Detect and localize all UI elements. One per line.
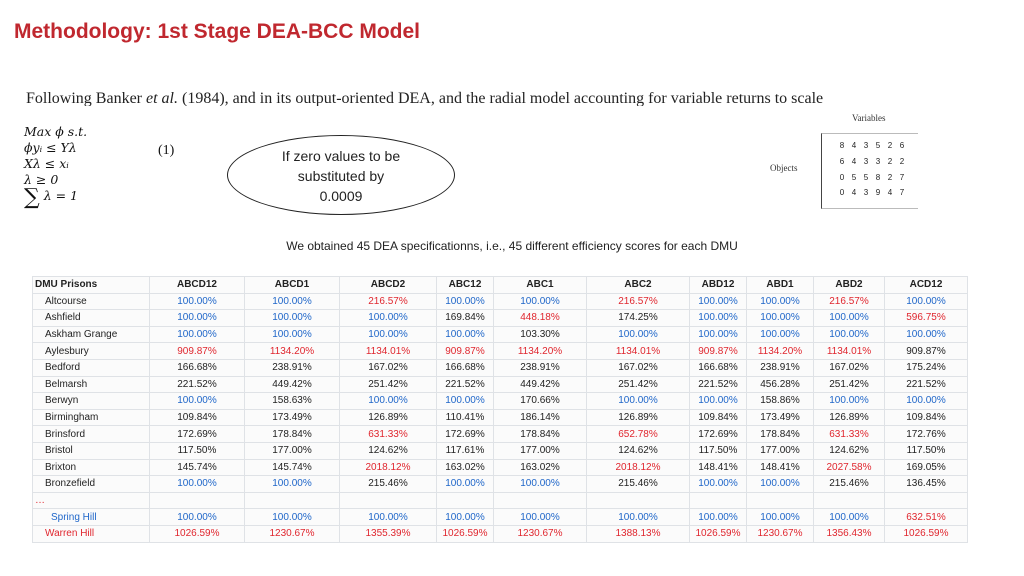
- efficiency-score-cell: 126.89%: [340, 409, 437, 426]
- efficiency-score-cell: 100.00%: [814, 326, 885, 343]
- efficiency-score-cell: 167.02%: [814, 359, 885, 376]
- efficiency-score-cell: 178.84%: [245, 426, 340, 443]
- efficiency-score-cell: 174.25%: [587, 310, 690, 327]
- efficiency-score-cell: 169.05%: [885, 459, 968, 476]
- efficiency-score-cell: 652.78%: [587, 426, 690, 443]
- efficiency-score-cell: 1230.67%: [245, 525, 340, 542]
- efficiency-score-cell: 2018.12%: [340, 459, 437, 476]
- efficiency-score-cell: 109.84%: [690, 409, 747, 426]
- matrix-cell: 2: [887, 141, 893, 150]
- formula-line-objective: Max ϕ s.t.: [24, 124, 88, 139]
- efficiency-score-cell: 100.00%: [587, 393, 690, 410]
- efficiency-score-cell: 238.91%: [747, 359, 814, 376]
- matrix-cell: 5: [875, 141, 881, 150]
- dmu-name-cell: Berwyn: [33, 393, 150, 410]
- efficiency-score-cell: 145.74%: [245, 459, 340, 476]
- efficiency-score-cell: 456.28%: [747, 376, 814, 393]
- dmu-name-cell: Ashfield: [33, 310, 150, 327]
- efficiency-score-cell: 100.00%: [245, 476, 340, 493]
- efficiency-score-cell: 100.00%: [437, 509, 494, 526]
- efficiency-score-cell: 148.41%: [747, 459, 814, 476]
- efficiency-score-cell: [340, 492, 437, 509]
- efficiency-score-cell: 100.00%: [885, 293, 968, 310]
- efficiency-score-cell: 1026.59%: [437, 525, 494, 542]
- efficiency-score-cell: 167.02%: [340, 359, 437, 376]
- efficiency-score-cell: 100.00%: [885, 393, 968, 410]
- table-row: [33, 426, 968, 443]
- equation-number: (1): [158, 143, 175, 158]
- matrix-cell: 6: [899, 141, 905, 150]
- efficiency-score-cell: 145.74%: [150, 459, 245, 476]
- efficiency-score-cell: [494, 492, 587, 509]
- matrix-cell: 4: [851, 141, 857, 150]
- efficiency-score-cell: 178.84%: [747, 426, 814, 443]
- efficiency-score-cell: 215.46%: [340, 476, 437, 493]
- matrix-variables-label: Variables: [852, 113, 886, 123]
- efficiency-score-cell: 909.87%: [150, 343, 245, 360]
- dmu-name-cell: …: [33, 492, 150, 509]
- table-row: [33, 492, 968, 509]
- efficiency-score-cell: 170.66%: [494, 393, 587, 410]
- matrix-cell: 5: [863, 173, 869, 182]
- efficiency-score-cell: 100.00%: [587, 509, 690, 526]
- matrix-cell: 5: [851, 173, 857, 182]
- efficiency-score-cell: 100.00%: [494, 509, 587, 526]
- efficiency-score-cell: 100.00%: [437, 393, 494, 410]
- dmu-name-cell: Askham Grange: [33, 326, 150, 343]
- efficiency-score-cell: 100.00%: [690, 326, 747, 343]
- dmu-name-cell: Brinsford: [33, 426, 150, 443]
- efficiency-score-cell: 100.00%: [150, 476, 245, 493]
- efficiency-score-cell: 100.00%: [340, 326, 437, 343]
- dea-formula: [24, 124, 88, 210]
- efficiency-score-cell: 596.75%: [885, 310, 968, 327]
- efficiency-score-cell: 251.42%: [587, 376, 690, 393]
- efficiency-score-cell: 109.84%: [885, 409, 968, 426]
- matrix-cell: 0: [839, 188, 845, 197]
- efficiency-score-cell: 100.00%: [437, 476, 494, 493]
- intro-after: (1984), and in its output-oriented DEA, and the radial model accounting for variable returns to scale: [178, 90, 824, 106]
- efficiency-score-cell: 126.89%: [814, 409, 885, 426]
- matrix-row: [836, 157, 908, 166]
- dmu-name-cell: Bronzefield: [33, 476, 150, 493]
- efficiency-score-cell: 1230.67%: [494, 525, 587, 542]
- dmu-name-cell: Altcourse: [33, 293, 150, 310]
- efficiency-score-cell: 215.46%: [587, 476, 690, 493]
- efficiency-score-cell: 251.42%: [814, 376, 885, 393]
- table-row: [33, 509, 968, 526]
- efficiency-score-cell: [747, 492, 814, 509]
- efficiency-score-cell: 100.00%: [340, 310, 437, 327]
- efficiency-score-cell: 100.00%: [340, 393, 437, 410]
- specifications-note: We obtained 45 DEA specificationns, i.e., 45 different efficiency scores for each DMU: [286, 239, 738, 253]
- matrix-cell: 7: [899, 188, 905, 197]
- efficiency-score-cell: 448.18%: [494, 310, 587, 327]
- efficiency-score-cell: 1355.39%: [340, 525, 437, 542]
- efficiency-score-cell: 2027.58%: [814, 459, 885, 476]
- efficiency-score-cell: [690, 492, 747, 509]
- callout-line-2: substituted by: [297, 168, 385, 184]
- table-row: [33, 409, 968, 426]
- efficiency-score-cell: 163.02%: [437, 459, 494, 476]
- efficiency-score-cell: 1134.20%: [494, 343, 587, 360]
- efficiency-score-cell: 100.00%: [814, 310, 885, 327]
- efficiency-score-cell: 169.84%: [437, 310, 494, 327]
- efficiency-score-cell: 215.46%: [814, 476, 885, 493]
- formula-line-convexity: [24, 185, 87, 210]
- dmu-name-cell: Bristol: [33, 442, 150, 459]
- efficiency-score-cell: 449.42%: [245, 376, 340, 393]
- table-row: [33, 376, 968, 393]
- efficiency-score-cell: 163.02%: [494, 459, 587, 476]
- dmu-name-cell: Belmarsh: [33, 376, 150, 393]
- efficiency-score-cell: 100.00%: [340, 509, 437, 526]
- efficiency-score-cell: 909.87%: [885, 343, 968, 360]
- table-row: [33, 293, 968, 310]
- efficiency-score-cell: 100.00%: [150, 509, 245, 526]
- efficiency-score-cell: 2018.12%: [587, 459, 690, 476]
- efficiency-score-cell: 172.76%: [885, 426, 968, 443]
- efficiency-score-cell: 100.00%: [690, 476, 747, 493]
- efficiency-score-cell: 177.00%: [494, 442, 587, 459]
- intro-before: Following Banker: [26, 90, 146, 106]
- efficiency-score-cell: 117.61%: [437, 442, 494, 459]
- efficiency-score-cell: 221.52%: [690, 376, 747, 393]
- efficiency-score-cell: 167.02%: [587, 359, 690, 376]
- column-header-acd12: ACD12: [885, 277, 968, 294]
- efficiency-score-cell: 100.00%: [437, 326, 494, 343]
- matrix-cell: 3: [863, 157, 869, 166]
- efficiency-score-cell: 100.00%: [690, 310, 747, 327]
- efficiency-score-cell: 1134.01%: [587, 343, 690, 360]
- callout-text: [227, 146, 455, 206]
- efficiency-score-cell: 124.62%: [340, 442, 437, 459]
- efficiency-score-cell: 1356.43%: [814, 525, 885, 542]
- efficiency-score-cell: [245, 492, 340, 509]
- convexity-text: λ = 1: [43, 188, 78, 203]
- efficiency-score-cell: 100.00%: [150, 293, 245, 310]
- callout-line-3: 0.0009: [319, 188, 363, 204]
- efficiency-score-cell: 177.00%: [245, 442, 340, 459]
- table-row: [33, 459, 968, 476]
- matrix-cell: 2: [887, 173, 893, 182]
- efficiency-score-cell: 158.63%: [245, 393, 340, 410]
- efficiency-score-cell: 100.00%: [245, 509, 340, 526]
- page-title: Methodology: 1st Stage DEA-BCC Model: [14, 20, 421, 43]
- column-header-abd1: ABD1: [747, 277, 814, 294]
- matrix-cell: 7: [899, 173, 905, 182]
- efficiency-score-cell: 175.24%: [885, 359, 968, 376]
- efficiency-score-cell: 100.00%: [150, 326, 245, 343]
- efficiency-score-cell: 221.52%: [150, 376, 245, 393]
- table-row: [33, 393, 968, 410]
- matrix-cell: 3: [863, 141, 869, 150]
- matrix-cell: 2: [887, 157, 893, 166]
- efficiency-score-cell: 100.00%: [747, 476, 814, 493]
- column-header-abc1: ABC1: [494, 277, 587, 294]
- matrix-cell: 4: [851, 157, 857, 166]
- efficiency-score-cell: 110.41%: [437, 409, 494, 426]
- table-header-row: [33, 277, 968, 294]
- efficiency-score-cell: 1026.59%: [885, 525, 968, 542]
- efficiency-score-cell: 173.49%: [245, 409, 340, 426]
- efficiency-score-cell: 238.91%: [245, 359, 340, 376]
- dmu-name-cell: Brixton: [33, 459, 150, 476]
- table-row: [33, 525, 968, 542]
- efficiency-score-cell: [885, 492, 968, 509]
- efficiency-score-cell: 117.50%: [690, 442, 747, 459]
- efficiency-score-cell: 117.50%: [885, 442, 968, 459]
- efficiency-score-cell: 909.87%: [690, 343, 747, 360]
- efficiency-score-cell: 100.00%: [814, 509, 885, 526]
- efficiency-score-cell: 631.33%: [340, 426, 437, 443]
- efficiency-score-cell: 100.00%: [747, 293, 814, 310]
- dmu-name-cell: Aylesbury: [33, 343, 150, 360]
- efficiency-score-cell: 216.57%: [587, 293, 690, 310]
- matrix-row: [836, 173, 908, 182]
- table-body: [33, 293, 968, 542]
- efficiency-score-cell: 221.52%: [885, 376, 968, 393]
- efficiency-score-cell: 251.42%: [340, 376, 437, 393]
- efficiency-score-cell: 124.62%: [814, 442, 885, 459]
- efficiency-score-cell: 124.62%: [587, 442, 690, 459]
- efficiency-score-cell: 100.00%: [690, 393, 747, 410]
- matrix-cell: 4: [851, 188, 857, 197]
- efficiency-score-cell: 126.89%: [587, 409, 690, 426]
- efficiency-score-cell: 117.50%: [150, 442, 245, 459]
- efficiency-score-cell: 136.45%: [885, 476, 968, 493]
- efficiency-score-cell: 1026.59%: [690, 525, 747, 542]
- efficiency-score-cell: [814, 492, 885, 509]
- efficiency-score-cell: 1134.20%: [747, 343, 814, 360]
- efficiency-score-cell: 1230.67%: [747, 525, 814, 542]
- efficiency-score-cell: 109.84%: [150, 409, 245, 426]
- matrix-objects-label: Objects: [770, 163, 798, 173]
- table-row: [33, 359, 968, 376]
- efficiency-score-cell: 166.68%: [690, 359, 747, 376]
- efficiency-score-cell: 100.00%: [494, 293, 587, 310]
- matrix-cell: 6: [839, 157, 845, 166]
- efficiency-score-cell: [150, 492, 245, 509]
- efficiency-score-cell: 172.69%: [150, 426, 245, 443]
- efficiency-score-cell: 100.00%: [885, 326, 968, 343]
- efficiency-score-cell: 100.00%: [747, 310, 814, 327]
- efficiency-score-cell: 100.00%: [747, 326, 814, 343]
- matrix-row: [836, 188, 908, 197]
- dmu-name-cell: Birmingham: [33, 409, 150, 426]
- efficiency-score-cell: 172.69%: [437, 426, 494, 443]
- matrix-cell: 4: [887, 188, 893, 197]
- efficiency-score-cell: 449.42%: [494, 376, 587, 393]
- efficiency-score-cell: 186.14%: [494, 409, 587, 426]
- efficiency-score-cell: 158.86%: [747, 393, 814, 410]
- callout-line-1: If zero values to be: [281, 148, 401, 164]
- efficiency-table: [32, 276, 968, 543]
- formula-line-output-constraint: ϕyᵢ ≤ Yλ: [24, 140, 77, 155]
- efficiency-score-cell: 100.00%: [245, 310, 340, 327]
- efficiency-score-cell: 148.41%: [690, 459, 747, 476]
- efficiency-score-cell: 238.91%: [494, 359, 587, 376]
- efficiency-score-cell: 173.49%: [747, 409, 814, 426]
- table-row: [33, 326, 968, 343]
- efficiency-score-cell: 100.00%: [690, 293, 747, 310]
- matrix-row: [836, 141, 908, 150]
- efficiency-score-cell: 100.00%: [690, 509, 747, 526]
- column-header-abc2: ABC2: [587, 277, 690, 294]
- efficiency-score-cell: 100.00%: [494, 476, 587, 493]
- table-row: [33, 442, 968, 459]
- table-row: [33, 310, 968, 327]
- efficiency-score-cell: 103.30%: [494, 326, 587, 343]
- table-row: [33, 476, 968, 493]
- efficiency-score-cell: 216.57%: [814, 293, 885, 310]
- efficiency-score-cell: 216.57%: [340, 293, 437, 310]
- dmu-name-cell: Bedford: [33, 359, 150, 376]
- column-header-abcd1: ABCD1: [245, 277, 340, 294]
- column-header-abd12: ABD12: [690, 277, 747, 294]
- column-header-abcd2: ABCD2: [340, 277, 437, 294]
- efficiency-score-cell: 100.00%: [437, 293, 494, 310]
- efficiency-score-cell: 166.68%: [150, 359, 245, 376]
- column-header-dmu: DMU Prisons: [33, 277, 150, 294]
- matrix-cell: 3: [863, 188, 869, 197]
- intro-text: [26, 90, 1016, 106]
- efficiency-score-cell: 177.00%: [747, 442, 814, 459]
- intro-etal: et al.: [146, 90, 178, 106]
- efficiency-score-cell: 221.52%: [437, 376, 494, 393]
- efficiency-score-cell: 100.00%: [150, 310, 245, 327]
- efficiency-score-cell: 1388.13%: [587, 525, 690, 542]
- matrix-cell: 0: [839, 173, 845, 182]
- matrix-cell: 8: [839, 141, 845, 150]
- matrix-cell: 3: [875, 157, 881, 166]
- table-row: [33, 343, 968, 360]
- efficiency-score-cell: 100.00%: [150, 393, 245, 410]
- efficiency-score-cell: 100.00%: [814, 393, 885, 410]
- data-matrix: [821, 133, 918, 209]
- efficiency-score-cell: 1134.01%: [814, 343, 885, 360]
- efficiency-score-cell: 1134.20%: [245, 343, 340, 360]
- efficiency-score-cell: 100.00%: [747, 509, 814, 526]
- dmu-name-cell: Spring Hill: [33, 509, 150, 526]
- efficiency-score-cell: [437, 492, 494, 509]
- column-header-abd2: ABD2: [814, 277, 885, 294]
- efficiency-score-cell: 172.69%: [690, 426, 747, 443]
- matrix-cell: 9: [875, 188, 881, 197]
- efficiency-score-cell: 178.84%: [494, 426, 587, 443]
- efficiency-score-cell: 1134.01%: [340, 343, 437, 360]
- formula-line-input-constraint: Xλ ≤ xᵢ: [24, 156, 69, 171]
- efficiency-score-cell: 632.51%: [885, 509, 968, 526]
- sum-symbol: ∑: [24, 185, 40, 210]
- matrix-cell: 2: [899, 157, 905, 166]
- efficiency-score-cell: [587, 492, 690, 509]
- efficiency-score-cell: 909.87%: [437, 343, 494, 360]
- efficiency-score-cell: 100.00%: [245, 326, 340, 343]
- formula-line-nonnegativity: λ ≥ 0: [24, 172, 59, 187]
- dmu-name-cell: Warren Hill: [33, 525, 150, 542]
- matrix-cell: 8: [875, 173, 881, 182]
- column-header-abcd12: ABCD12: [150, 277, 245, 294]
- efficiency-score-cell: 166.68%: [437, 359, 494, 376]
- column-header-abc12: ABC12: [437, 277, 494, 294]
- efficiency-score-cell: 100.00%: [587, 326, 690, 343]
- efficiency-score-cell: 1026.59%: [150, 525, 245, 542]
- efficiency-score-cell: 631.33%: [814, 426, 885, 443]
- efficiency-score-cell: 100.00%: [245, 293, 340, 310]
